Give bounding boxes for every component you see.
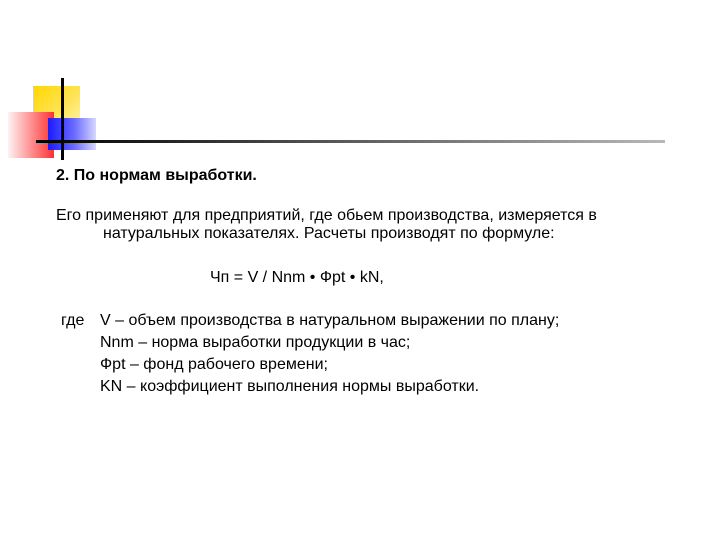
vertical-rule bbox=[61, 78, 64, 160]
horizontal-rule bbox=[36, 140, 665, 143]
definitions-lead: где bbox=[61, 312, 85, 329]
definition-item: Nnm – норма выработки продукции в час; bbox=[100, 334, 411, 351]
definition-item: V – объем производства в натуральном выражении по плану; bbox=[100, 312, 560, 329]
definition-item: KN – коэффициент выполнения нормы выработки. bbox=[100, 378, 480, 395]
formula: Чп = V / Nnm • Фpt • kN, bbox=[210, 269, 384, 286]
blue-square-decoration bbox=[48, 118, 96, 150]
paragraph-line-1: Его применяют для предприятий, где обьем производства, измеряется в bbox=[56, 207, 597, 224]
slide-heading: 2. По нормам выработки. bbox=[56, 167, 257, 184]
definition-item: Фpt – фонд рабочего времени; bbox=[100, 356, 328, 373]
paragraph-line-2: натуральных показателях. Расчеты производят по формуле: bbox=[103, 225, 555, 242]
